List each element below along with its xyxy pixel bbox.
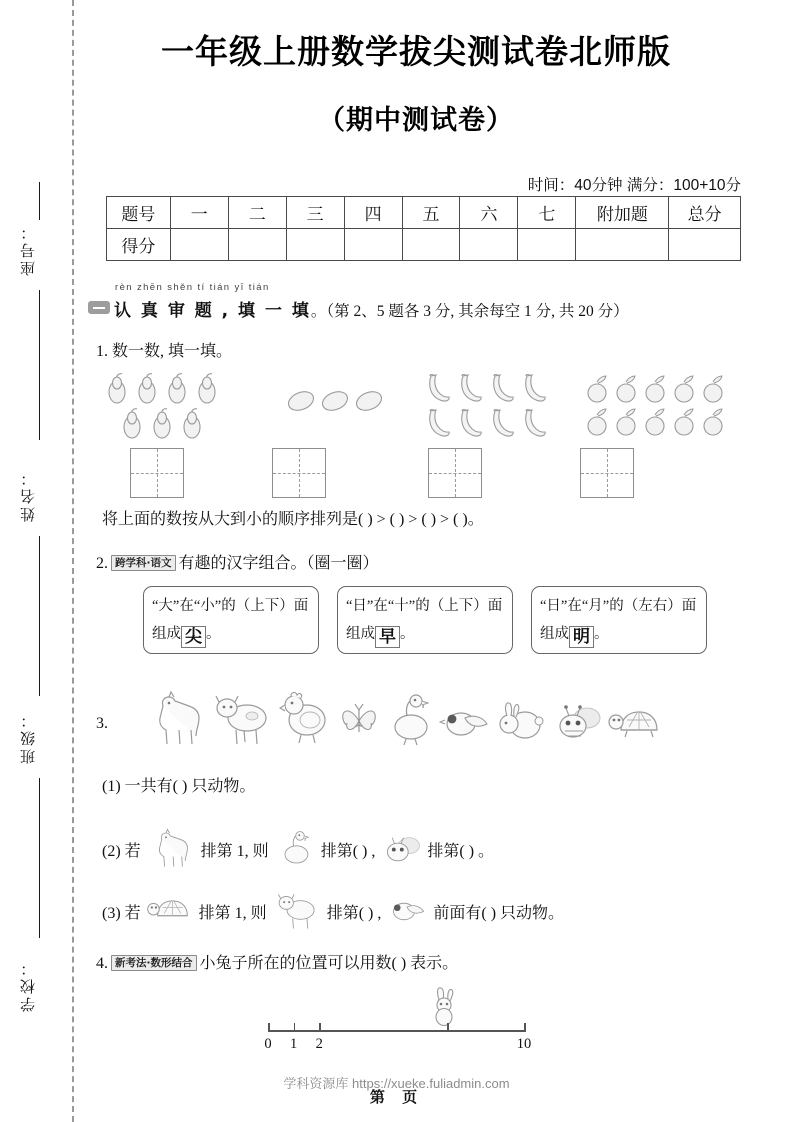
fruit-group-apple: [584, 374, 726, 438]
margin-label-name: 姓名：: [21, 468, 37, 522]
horse-icon: [145, 690, 207, 746]
combo-3-suffix: 。: [594, 625, 609, 642]
question-2-label: 2.: [96, 555, 108, 572]
combo-box-1: [143, 586, 319, 654]
apple-icon: [584, 407, 610, 438]
pear-icon: [194, 372, 221, 405]
number-line-tick-0: [268, 1023, 270, 1032]
answer-grid-box-pear[interactable]: [130, 448, 184, 498]
pear-icon: [119, 407, 146, 440]
score-table-col-total: 总分: [669, 197, 741, 229]
question-4-text: [96, 952, 458, 975]
cow-icon-inline: [271, 890, 323, 930]
score-cell-7[interactable]: [518, 229, 576, 261]
score-cell-6[interactable]: [460, 229, 518, 261]
fruit-group-pear: [104, 372, 221, 440]
number-line-tick-1: [294, 1023, 296, 1032]
turtle-icon-inline: [145, 891, 195, 929]
combo-1-prefix: “大”在“小”的（上下）面组成: [152, 598, 309, 642]
banana-icon: [486, 372, 515, 405]
question-1-prompt: 数一数, 填一填。: [112, 343, 233, 360]
score-table-col-extra: 附加题: [576, 197, 669, 229]
number-line-label-10: 10: [516, 1036, 532, 1052]
banana-icon: [454, 407, 483, 440]
number-line: [264, 1030, 532, 1052]
number-line-tick-10: [524, 1023, 526, 1032]
pear-icon: [134, 372, 161, 405]
margin-rule-3: [39, 536, 40, 696]
banana-icon: [422, 407, 451, 440]
pear-icon: [164, 372, 191, 405]
page-number: 第 页: [369, 1088, 424, 1106]
question-1-order-sentence: 将上面的数按从大到小的顺序排列是( ) > ( ) > ( ) > ( )。: [102, 511, 484, 528]
combo-2-char[interactable]: 早: [375, 626, 400, 648]
question-4-badge: 新考法·数形结合: [111, 955, 197, 971]
margin-rule-2: [39, 290, 40, 440]
chicken-icon: [277, 690, 335, 746]
table-row-header: [107, 197, 741, 229]
number-line-tick-2: [319, 1023, 321, 1032]
score-cell-5[interactable]: [402, 229, 460, 261]
dashed-cut-line: [72, 0, 74, 1122]
banana-icon: [486, 407, 515, 440]
combo-1-suffix: 。: [206, 625, 221, 642]
apple-icon: [671, 407, 697, 438]
table-row-score: [107, 229, 741, 261]
section-heading: [88, 296, 748, 321]
margin-label-school: 学校：: [21, 958, 37, 1012]
q3-sub3-part-a: (3) 若: [102, 905, 141, 922]
question-4-label: 4.: [96, 955, 108, 972]
bee-icon-inline: [379, 828, 423, 868]
answer-grid-box-banana[interactable]: [428, 448, 482, 498]
score-cell-extra[interactable]: [576, 229, 669, 261]
combo-2-suffix: 。: [400, 625, 415, 642]
fruit-group-banana: [422, 372, 547, 440]
mango-row-1: [286, 388, 385, 414]
score-cell-total[interactable]: [669, 229, 741, 261]
q3-sub2-part-d: 排第( ) 。: [427, 843, 495, 860]
combo-2-prefix: “日”在“十”的（上下）面组成: [346, 598, 503, 642]
apple-row-2: [584, 407, 726, 438]
time-score-line: 时间：40分钟 满分：100+10分: [527, 177, 741, 194]
question-2-badge: 跨学科·语文: [111, 555, 176, 571]
combo-box-2: [337, 586, 513, 654]
question-3-sub-1: (1) 一共有( ) 只动物。: [102, 778, 256, 795]
rabbit-icon: [495, 696, 547, 746]
horse-icon-inline: [145, 828, 197, 868]
q3-sub2-part-c: 排第( ) ,: [320, 843, 376, 860]
score-cell-3[interactable]: [286, 229, 344, 261]
banana-icon: [422, 372, 451, 405]
section-title: 认 真 审 题 , 填 一 填: [114, 301, 311, 321]
apple-icon: [613, 374, 639, 405]
score-table-col-3: 三: [286, 197, 344, 229]
apple-row-1: [584, 374, 726, 405]
apple-icon: [642, 407, 668, 438]
apple-icon: [671, 374, 697, 405]
score-table-col-1: 一: [170, 197, 228, 229]
margin-column: [0, 0, 86, 1122]
pear-row-2: [104, 407, 221, 440]
page-title: 一年级上册数学拔尖测试卷北师版: [161, 32, 671, 71]
margin-label-class: 班级：: [21, 710, 37, 764]
watermark: 学科资源库 https://xueke.fuliadmin.com: [283, 1076, 510, 1091]
mango-icon: [286, 388, 317, 414]
mango-icon: [354, 388, 385, 414]
combo-3-prefix: “日”在“月”的（左右）面组成: [540, 598, 697, 642]
combo-3-char[interactable]: 明: [569, 626, 594, 648]
score-table-col-2: 二: [228, 197, 286, 229]
section-score-note: 。（第 2、5 题各 3 分, 其余每空 1 分, 共 20 分）: [310, 303, 629, 320]
pear-icon: [179, 407, 206, 440]
butterfly-icon: [339, 696, 379, 746]
score-table-col-4: 四: [344, 197, 402, 229]
q3-sub2-part-b: 排第 1, 则: [200, 843, 269, 860]
question-1-text: [96, 340, 232, 363]
hanzi-combo-boxes: [143, 586, 723, 654]
cow-icon: [211, 690, 273, 746]
question-2-text: [96, 552, 379, 575]
question-2-prompt: 有趣的汉字组合。（圈一圈）: [178, 555, 379, 572]
margin-rule-4: [39, 778, 40, 938]
apple-icon: [584, 374, 610, 405]
q3-sub3-part-b: 排第 1, 则: [198, 905, 267, 922]
score-table: [106, 196, 741, 261]
margin-label-seat: 座号：: [21, 222, 37, 276]
bird-icon-inline: [385, 892, 429, 928]
score-table-col-6: 六: [460, 197, 518, 229]
question-3-sub-2: [102, 828, 494, 868]
bee-icon: [551, 696, 603, 746]
mango-icon: [320, 388, 351, 414]
banana-row-2: [422, 407, 547, 440]
q3-sub3-part-c: 排第( ) ,: [326, 905, 382, 922]
answer-grid-box-mango[interactable]: [272, 448, 326, 498]
page-subtitle: （期中测试卷）: [318, 105, 514, 136]
goose-icon: [383, 690, 435, 746]
question-1-label: 1.: [96, 343, 108, 360]
number-line-label-1: 1: [289, 1036, 298, 1052]
apple-icon: [613, 407, 639, 438]
combo-1-char[interactable]: 尖: [181, 626, 206, 648]
banana-icon: [518, 407, 547, 440]
q3-sub2-part-a: (2) 若: [102, 843, 141, 860]
animal-row: [145, 690, 745, 746]
fruit-groups: [96, 372, 746, 450]
number-line-label-2: 2: [315, 1036, 323, 1052]
question-3-sub-3: [102, 890, 564, 930]
fruit-group-mango: [286, 388, 385, 414]
q3-sub3-part-d: 前面有( ) 只动物。: [433, 905, 565, 922]
bird-icon: [439, 698, 491, 746]
turtle-icon: [607, 700, 665, 746]
answer-grid-box-apple[interactable]: [580, 448, 634, 498]
number-line-tick-rabbit: [447, 1023, 449, 1032]
score-cell-1[interactable]: [170, 229, 228, 261]
section-number-icon: [88, 301, 110, 314]
score-table-col-7: 七: [518, 197, 576, 229]
combo-box-3: [531, 586, 707, 654]
score-cell-2[interactable]: [228, 229, 286, 261]
pear-icon: [104, 372, 131, 405]
score-table-col-5: 五: [402, 197, 460, 229]
apple-icon: [700, 374, 726, 405]
score-table-row-label-2: 得分: [107, 229, 171, 261]
rabbit-marker-icon: [428, 986, 462, 1028]
goose-icon-inline: [273, 828, 317, 868]
number-line-label-0: 0: [264, 1036, 272, 1052]
section-pinyin: rèn zhēn shěn tí tián yī tián: [115, 282, 270, 293]
banana-row-1: [422, 372, 547, 405]
pear-row-1: [104, 372, 221, 405]
banana-icon: [518, 372, 547, 405]
margin-rule-1: [39, 182, 40, 220]
score-cell-4[interactable]: [344, 229, 402, 261]
pear-icon: [149, 407, 176, 440]
banana-icon: [454, 372, 483, 405]
apple-icon: [700, 407, 726, 438]
apple-icon: [642, 374, 668, 405]
question-3-label: 3.: [96, 715, 108, 732]
score-table-row-label: 题号: [107, 197, 171, 229]
question-4-prompt: 小兔子所在的位置可以用数( ) 表示。: [199, 955, 459, 972]
